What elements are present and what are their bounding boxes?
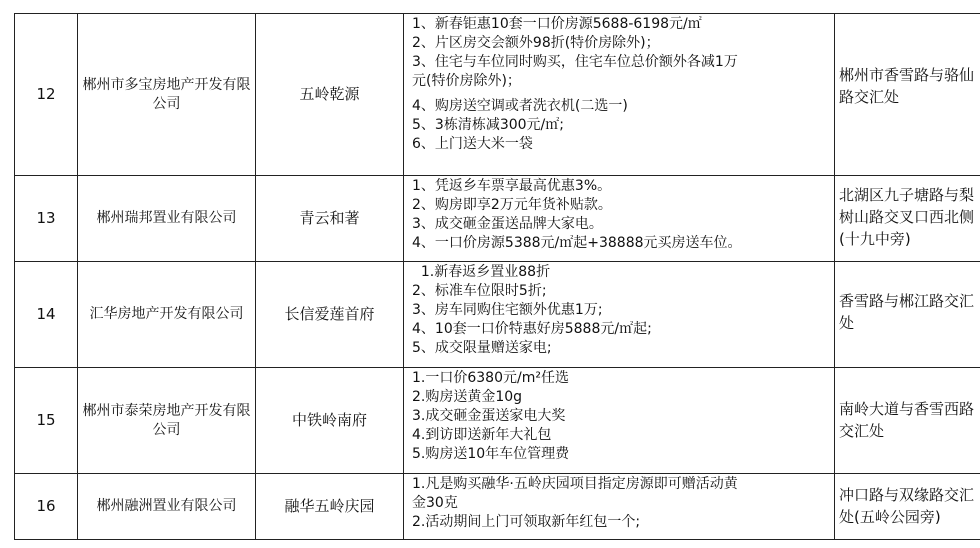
- promotion-table: [14, 13, 980, 540]
- company-name: 郴州市泰荣房地产开发有限公司: [78, 368, 256, 474]
- promo-line: 3、成交砸金蛋送品牌大家电。: [412, 216, 603, 232]
- promo-line: 2、标准车位限时5折;: [412, 283, 547, 299]
- promo-line: 1.凡是购买融华·五岭庆园项目指定房源即可赠活动黄: [412, 476, 738, 492]
- promo-line: 1、凭返乡车票享最高优惠3%。: [412, 178, 612, 194]
- table-row: [15, 176, 980, 262]
- promo-line: 1.新春返乡置业88折: [412, 264, 551, 280]
- promo-line: 2.活动期间上门可领取新年红包一个;: [412, 514, 641, 530]
- project-name: 中铁岭南府: [256, 368, 404, 474]
- promo-line: 金30克: [412, 495, 458, 511]
- company-name: 汇华房地产开发有限公司: [78, 262, 256, 368]
- location: 香雪路与郴江路交汇处: [835, 262, 980, 368]
- location: 冲口路与双缘路交汇处(五岭公园旁): [835, 474, 980, 540]
- company-name: 郴州瑞邦置业有限公司: [78, 176, 256, 262]
- promo-line: 2.购房送黄金10g: [412, 389, 523, 405]
- promo-line: 4、一口价房源5388元/㎡起+38888元买房送车位。: [412, 235, 742, 251]
- promo-line: 3、房车同购住宅额外优惠1万;: [412, 302, 603, 318]
- promo-line: 3、住宅与车位同时购买，住宅车位总价额外各减1万: [412, 54, 738, 70]
- table-row: [15, 262, 980, 368]
- promo-line: 5.购房送10年车位管理费: [412, 446, 570, 462]
- project-name: 长信爱莲首府: [256, 262, 404, 368]
- company-name: 郴州融洲置业有限公司: [78, 474, 256, 540]
- row-number: 13: [15, 176, 78, 262]
- promotion-list: [404, 176, 835, 262]
- company-name: 郴州市多宝房地产开发有限公司: [78, 14, 256, 176]
- promotion-list: [404, 474, 835, 540]
- project-name: 五岭乾源: [256, 14, 404, 176]
- location: 郴州市香雪路与骆仙路交汇处: [835, 14, 980, 176]
- promo-line: 4、10套一口价特惠好房5888元/㎡起;: [412, 321, 652, 337]
- project-name: 融华五岭庆园: [256, 474, 404, 540]
- promo-line: 5、3栋清栋减300元/㎡;: [412, 117, 564, 133]
- location: 南岭大道与香雪西路交汇处: [835, 368, 980, 474]
- row-number: 14: [15, 262, 78, 368]
- promo-line: 2、片区房交会额外98折(特价房除外)；: [412, 35, 660, 51]
- promo-line: 3.成交砸金蛋送家电大奖: [412, 408, 566, 424]
- promotion-list: [404, 262, 835, 368]
- table-row: [15, 474, 980, 540]
- promo-line: 4、购房送空调或者洗衣机(二选一): [412, 98, 628, 114]
- row-number: 15: [15, 368, 78, 474]
- row-number: 16: [15, 474, 78, 540]
- location: 北湖区九子塘路与梨树山路交叉口西北侧(十九中旁): [835, 176, 980, 262]
- table-row: [15, 14, 980, 176]
- promo-line: 4.到访即送新年大礼包: [412, 427, 552, 443]
- promo-line: 1、新春钜惠10套一口价房源5688-6198元/㎡: [412, 16, 702, 32]
- promotion-list: [404, 368, 835, 474]
- project-name: 青云和著: [256, 176, 404, 262]
- promo-line: 2、购房即享2万元年货补贴款。: [412, 197, 612, 213]
- promo-line: 1.一口价6380元/m²任选: [412, 370, 569, 386]
- promo-line: 元(特价房除外)；: [412, 73, 521, 89]
- promo-line: 5、成交限量赠送家电;: [412, 340, 552, 356]
- promotion-list: [404, 14, 835, 176]
- table-row: [15, 368, 980, 474]
- promo-line: 6、上门送大米一袋: [412, 136, 533, 152]
- row-number: 12: [15, 14, 78, 176]
